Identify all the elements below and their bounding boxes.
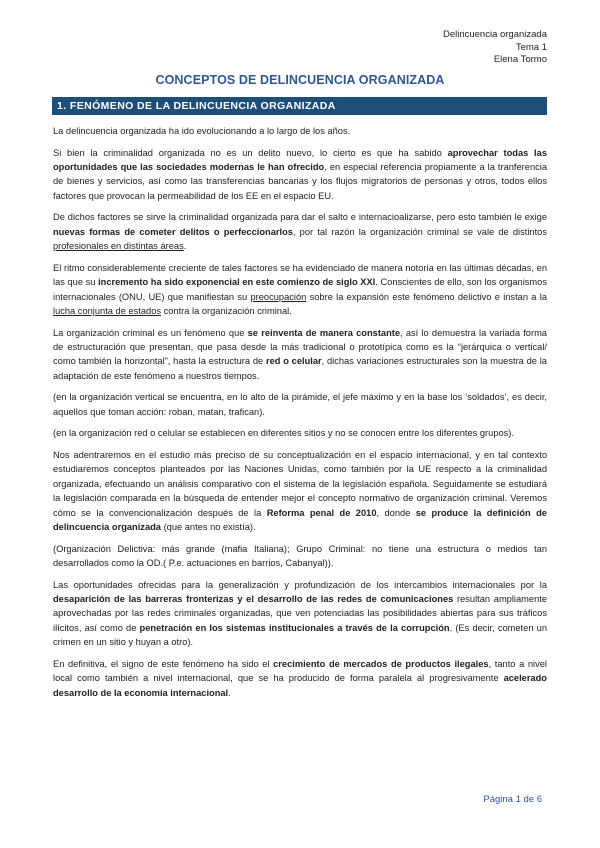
- text-run: , por tal razón la organización criminal se vale de distintos: [292, 226, 547, 237]
- text-run: (en la organización red o celular se establecen en diferentes sitios y no se conocen entre los diferentes grupos).: [53, 428, 514, 439]
- text-run: , así lo demuestra la variada forma de estructuración que presentan, que pasa desde la más tradicional o prototípica como es la “jerárquica o vertical/ como también la horizontal”, hasta la estructura de: [53, 327, 547, 367]
- text-run: , tanto a nivel local como también a nivel internacional, que se ha producido de forma paralela al progresivamente: [53, 658, 547, 684]
- text-run: El ritmo considerablemente creciente de tales factores se ha evidenciado de manera notoria en las últimas décadas, en las que su: [53, 262, 547, 288]
- header-subject: Delincuencia organizada: [442, 29, 547, 40]
- text-run: La delincuencia organizada ha ido evolucionando a lo largo de los años.: [53, 126, 351, 136]
- paragraph-9: [53, 542, 547, 571]
- paragraph-1: [53, 124, 547, 138]
- text-run: (Organización Delictiva: más grande (mafia Italiana); Grupo Criminal: no tiene una estructura o medios tan desarrollados como la OD.( P.e. actuaciones en barrios, Cabanyal)).: [53, 543, 547, 569]
- paragraph-2: [53, 146, 547, 204]
- text-run: (que antes no existía).: [160, 522, 256, 533]
- text-run: (en la organización vertical se encuentra, en lo alto de la pirámide, el jefe máximo y en la base los ‘soldados’, es decir, aquellos que toman acción: roban, matan, trafican).: [53, 392, 547, 417]
- paragraph-3: [53, 210, 547, 253]
- underlined-run: preocupación: [250, 291, 307, 302]
- underlined-run: lucha conjunta de estados: [53, 306, 162, 317]
- underlined-run: profesionales en distintas áreas: [53, 241, 184, 252]
- paragraph-6: [53, 390, 547, 419]
- page-number: Página 1 de 6: [483, 794, 542, 805]
- paragraph-7: [53, 426, 547, 440]
- text-run: , en especial referencia propiamente a la tranferencia de bienes y servicios, así como las transferencias bancarias y los flujos migratorios de personas y otros, todos ellos factores que provocan la permeabilidad de los EE en el espacio EU.: [53, 162, 547, 201]
- text-run: Las oportunidades ofrecidas para la generalización y profundización de los intercambios internacionales por la: [53, 579, 547, 590]
- text-run: resultan ampliamente aprovechadas por las redes criminales organizadas, que ven potenciadas las posibilidades abiertas para sus tráficos ilícitos, así como de: [53, 594, 547, 633]
- text-run: .: [228, 687, 231, 698]
- body-text: [53, 124, 547, 707]
- paragraph-10: [53, 578, 547, 650]
- bold-run: acelerado desarrollo de la economía internacional: [53, 673, 547, 698]
- bold-run: se reinventa de manera constante: [247, 327, 401, 338]
- text-run: . Conscientes de ello, son los organismos internacionales (ONU, UE) que manifiestan su: [53, 277, 547, 302]
- text-run: En definitiva, el signo de este fenómeno ha sido el: [53, 658, 274, 669]
- text-run: contra la organización criminal.: [161, 306, 292, 317]
- bold-run: red o celular: [265, 356, 322, 367]
- bold-run: aprovechar todas las oportunidades que las sociedades modernas le han ofrecido: [53, 147, 547, 172]
- text-run: , dichas variaciones estructurales son la muestra de la adaptación de este fenómeno a nuestros tiempos.: [53, 356, 547, 381]
- paragraph-4: [53, 261, 547, 319]
- paragraph-11: [53, 657, 547, 700]
- header-topic: Tema 1: [515, 41, 547, 53]
- text-run: .: [183, 241, 187, 252]
- bold-run: crecimiento de mercados de productos ilegales: [273, 658, 489, 669]
- text-run: Nos adentraremos en el estudio más preciso de su conceptualización en el espacio internacional, y en tal contexto estudiaremos conceptos planteados por las Naciones Unidas, como también por la UE respecto a la criminalidad organizada, efectuando un análisis comparativo con el sistema de la legislación española. Seguidamente se estudiará la legislación comparada en la búsqueda de entender mejor el concepto normativo de organización criminal. Veremos cómo se la convencionalización después de la: [53, 450, 547, 518]
- paragraph-5: [53, 326, 547, 384]
- bold-run: nuevas formas de cometer delitos o perfeccionarlos: [53, 226, 293, 237]
- text-run: Si bien la criminalidad organizada no es un delito nuevo, lo cierto es que ha sabido: [53, 147, 448, 158]
- text-run: La organización criminal es un fenómeno que: [53, 327, 248, 338]
- text-run: De dichos factores se sirve la criminalidad organizada para dar el salto e internacioalizarse, pero esto también le exige: [53, 212, 547, 223]
- bold-run: desaparición de las barreras fronterizas y el desarrollo de las redes de comunicaciones: [53, 594, 454, 605]
- text-run: , donde: [376, 507, 416, 518]
- bold-run: incremento ha sido exponencial en este comienzo de siglo XXI: [98, 277, 376, 288]
- running-header: [443, 29, 547, 67]
- section-heading: 1. FENÓMENO DE LA DELINCUENCIA ORGANIZADA: [52, 97, 547, 115]
- paragraph-8: [53, 448, 547, 534]
- bold-run: penetración en los sistemas institucionales a través de la corrupción: [139, 622, 450, 633]
- document-title: CONCEPTOS DE DELINCUENCIA ORGANIZADA: [155, 73, 445, 87]
- bold-run: Reforma penal de 2010: [266, 507, 377, 518]
- text-run: sobre la expansión este fenómeno delictivo e instan a la: [306, 291, 547, 302]
- bold-run: se produce la definición de delincuencia organizada: [53, 507, 547, 533]
- text-run: . (Es decir, cometen un crimen en un sitio y huyan a otro).: [53, 622, 547, 648]
- header-author: Elena Tormo: [493, 54, 547, 65]
